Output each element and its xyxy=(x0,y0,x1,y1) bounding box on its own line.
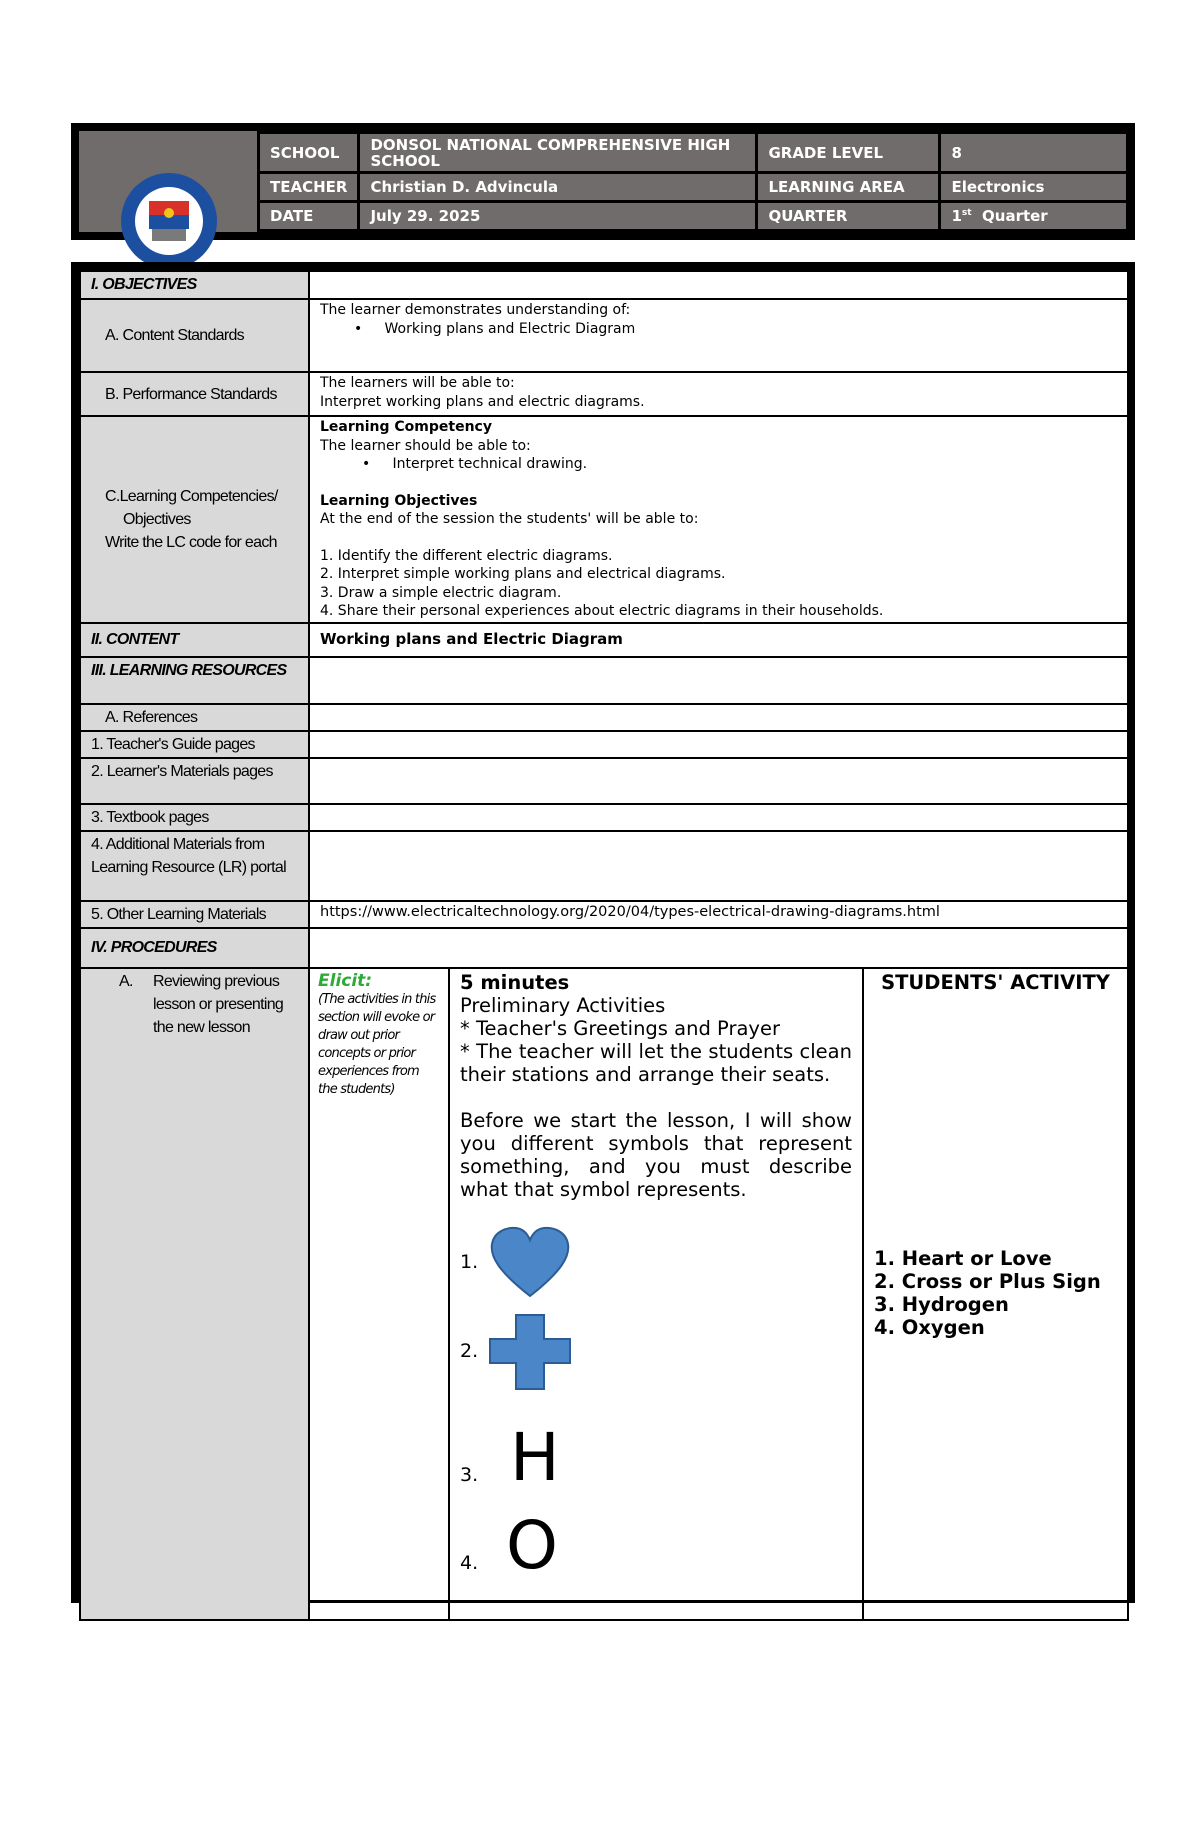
references-label: A. References xyxy=(80,704,309,731)
cleaning-line: * The teacher will let the students clean their stations and arrange their seats. xyxy=(460,1039,852,1086)
resources-row xyxy=(80,657,1128,704)
school-label: SCHOOL xyxy=(259,133,359,173)
lc-heading: Learning Competency xyxy=(320,419,492,435)
procedures-row xyxy=(80,928,1128,968)
answer-item: 4. Oxygen xyxy=(874,1315,985,1339)
answer-item: 3. Hydrogen xyxy=(874,1292,1009,1316)
content-standards-cell xyxy=(309,299,1128,372)
tg-label: 1. Teacher's Guide pages xyxy=(80,731,309,758)
symbol-row-4 xyxy=(460,1497,852,1584)
tg-blank xyxy=(309,731,1128,758)
lo-heading: Learning Objectives xyxy=(320,492,478,509)
lesson-table xyxy=(79,270,1129,1621)
lc-intro: The learner should be able to: xyxy=(320,437,531,454)
performance-standards-cell xyxy=(309,372,1128,416)
header-panel xyxy=(79,131,1127,232)
procedures-blank xyxy=(309,928,1128,968)
grade-label: GRADE LEVEL xyxy=(757,133,940,173)
content-standards-row xyxy=(80,299,1128,372)
procedure-grid xyxy=(310,969,1127,1619)
tg-row xyxy=(80,731,1128,758)
time-allotment: 5 minutes xyxy=(460,970,570,994)
performance-line-1: The learners will be able to: xyxy=(320,375,515,391)
other-materials-link[interactable]: https://www.electricaltechnology.org/2020/04/types-electrical-drawing-diagrams.html xyxy=(309,901,1128,928)
competencies-cell xyxy=(309,416,1128,623)
procedure-a-content xyxy=(309,968,1128,1620)
answer-item: 2. Cross or Plus Sign xyxy=(874,1269,1101,1293)
content-standards-intro: The learner demonstrates understanding of: xyxy=(320,302,631,318)
lm-row xyxy=(80,758,1128,804)
quarter-number: 1 xyxy=(951,207,962,225)
textbook-row xyxy=(80,804,1128,831)
objectives-blank xyxy=(309,271,1128,299)
school-value: DONSOL NATIONAL COMPREHENSIVE HIGH SCHOOL xyxy=(359,133,757,173)
plus-icon xyxy=(488,1313,572,1391)
lo-item: 4. Share their personal experiences about electric diagrams in their households. xyxy=(320,603,884,619)
procedure-a-text: Reviewing previous lesson or presenting the new lesson xyxy=(153,972,284,1036)
additional-blank xyxy=(309,831,1128,901)
elicit-label: Elicit: xyxy=(318,970,373,991)
quarter-suffix: st xyxy=(961,208,972,218)
date-value: July 29. 2025 xyxy=(359,202,757,231)
intro-paragraph: Before we start the lesson, I will show you different symbols that represent something, and you must describe what that symbol represents. xyxy=(460,1108,852,1201)
objectives-row xyxy=(80,271,1128,299)
teacher-label: TEACHER xyxy=(259,173,359,202)
area-label: LEARNING AREA xyxy=(757,173,940,202)
other-materials-row xyxy=(80,901,1128,928)
competencies-label xyxy=(80,416,309,623)
resources-blank xyxy=(309,657,1128,704)
symbol-number: 2. xyxy=(460,1340,479,1362)
procedure-a-label xyxy=(119,970,298,1039)
symbol-number: 4. xyxy=(460,1551,479,1574)
lo-item: 3. Draw a simple electric diagram. xyxy=(320,584,562,601)
competencies-label-2: Objectives xyxy=(123,510,191,528)
students-activity-column xyxy=(864,969,1127,1619)
symbol-number: 3. xyxy=(460,1463,479,1486)
lo-item: 1. Identify the different electric diagrams. xyxy=(320,547,613,564)
prelim-heading: Preliminary Activities xyxy=(460,993,666,1017)
lo-item: 2. Interpret simple working plans and electrical diagrams. xyxy=(320,566,726,582)
content-standards-bullet: • Working plans and Electric Diagram xyxy=(354,320,636,337)
quarter-value xyxy=(940,202,1128,231)
competencies-label-3: Write the LC code for each xyxy=(105,533,277,551)
competencies-row xyxy=(80,416,1128,623)
elicit-note: (The activities in this section will evoke or draw out prior concepts or prior experiences from the students) xyxy=(318,991,436,1097)
performance-standards-row xyxy=(80,372,1128,416)
answer-item: 1. Heart or Love xyxy=(874,1246,1052,1270)
symbol-row-1 xyxy=(460,1219,852,1307)
resources-heading: III. LEARNING RESOURCES xyxy=(80,657,309,704)
content-standards-bullet-text: Working plans and Electric Diagram xyxy=(384,320,636,337)
grade-value: 8 xyxy=(940,133,1128,173)
lm-label: 2. Learner's Materials pages xyxy=(80,758,309,804)
additional-label: 4. Additional Materials from Learning Resource (LR) portal xyxy=(80,831,309,901)
lo-intro: At the end of the session the students' will be able to: xyxy=(320,511,699,527)
school-seal-icon xyxy=(119,171,219,271)
content-value: Working plans and Electric Diagram xyxy=(309,623,1128,657)
procedure-a-label-cell xyxy=(80,968,309,1620)
hydrogen-symbol: H xyxy=(510,1418,560,1496)
additional-row xyxy=(80,831,1128,901)
content-standards-label: A. Content Standards xyxy=(80,299,309,372)
procedure-a-row xyxy=(80,968,1128,1620)
performance-standards-label: B. Performance Standards xyxy=(80,372,309,416)
textbook-blank xyxy=(309,804,1128,831)
quarter-word: Quarter xyxy=(982,207,1048,225)
area-value: Electronics xyxy=(940,173,1128,202)
other-materials-label: 5. Other Learning Materials xyxy=(80,901,309,928)
oxygen-symbol: O xyxy=(506,1506,558,1584)
quarter-label: QUARTER xyxy=(757,202,940,231)
heart-icon xyxy=(488,1226,572,1300)
elicit-column xyxy=(310,969,450,1619)
header-table xyxy=(257,131,1129,232)
header-block xyxy=(71,123,1135,240)
content-row xyxy=(80,623,1128,657)
procedure-a-letter: A. xyxy=(119,972,133,990)
textbook-label: 3. Textbook pages xyxy=(80,804,309,831)
students-activity-heading: STUDENTS' ACTIVITY xyxy=(881,970,1110,994)
references-row xyxy=(80,704,1128,731)
procedures-heading: IV. PROCEDURES xyxy=(80,928,309,968)
symbol-number: 1. xyxy=(460,1251,479,1273)
lc-bullet: • Interpret technical drawing. xyxy=(362,456,588,472)
symbol-row-2 xyxy=(460,1307,852,1397)
references-blank xyxy=(309,704,1128,731)
symbol-row-3 xyxy=(460,1397,852,1497)
lc-bullet-text: Interpret technical drawing. xyxy=(392,456,588,472)
content-heading: II. CONTENT xyxy=(80,623,309,657)
lesson-plan xyxy=(71,262,1135,1603)
teacher-value: Christian D. Advincula xyxy=(359,173,757,202)
objectives-heading: I. OBJECTIVES xyxy=(80,271,309,299)
performance-line-2: Interpret working plans and electric diagrams. xyxy=(320,393,645,410)
greetings-line: * Teacher's Greetings and Prayer xyxy=(460,1016,780,1040)
teacher-activity-column xyxy=(450,969,864,1619)
competencies-label-1: C.Learning Competencies/ xyxy=(105,487,278,505)
lm-blank xyxy=(309,758,1128,804)
date-label: DATE xyxy=(259,202,359,231)
